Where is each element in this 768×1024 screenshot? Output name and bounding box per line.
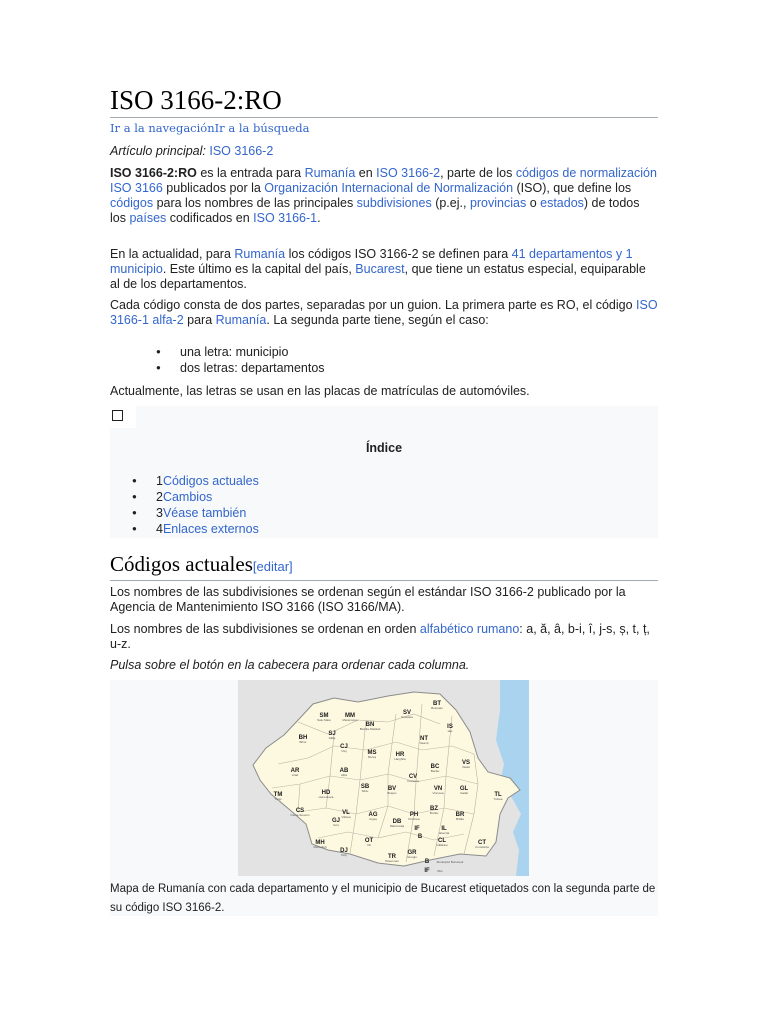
map-label-b: B bbox=[417, 834, 423, 840]
text: (p.ej., bbox=[431, 196, 470, 210]
paragraph-departamentos bbox=[110, 247, 658, 292]
map-label-tm: TM bbox=[273, 792, 283, 798]
map-label-bc: BC bbox=[430, 764, 440, 770]
list-item: ● una letra: municipio bbox=[156, 344, 325, 360]
text: : a, ă, â, b-i, î, j-s, ș, t, ț, u-z. bbox=[110, 622, 650, 651]
text: publicados por la bbox=[162, 181, 265, 195]
map-label-cl: CL bbox=[438, 838, 446, 844]
map-label-sj: SJ bbox=[328, 731, 336, 737]
map-caption: Mapa de Rumanía con cada departamento y el municipio de Bucarest etiquetados con la segunda parte de su código ISO 3166-2. bbox=[110, 883, 656, 914]
map-name-ot: Olt bbox=[367, 843, 371, 847]
intro-paragraph bbox=[110, 166, 658, 226]
link-rumania[interactable]: Rumanía bbox=[215, 313, 267, 327]
map-legend-if-name: Ilfov bbox=[437, 869, 443, 873]
romania-map-image[interactable] bbox=[238, 680, 529, 876]
text: o bbox=[526, 196, 541, 210]
link-bucarest[interactable]: Bucarest bbox=[355, 262, 405, 276]
map-label-cj: CJ bbox=[340, 744, 348, 750]
map-label-hr: HR bbox=[395, 752, 405, 758]
map-name-cs: Caraș-Severin bbox=[290, 813, 310, 817]
list-item: ● dos letras: departamentos bbox=[156, 360, 325, 376]
map-label-if: IF bbox=[414, 826, 420, 832]
code-type-list bbox=[156, 344, 325, 376]
text: , que tiene un estatus especial, equiparable al de los departamentos. bbox=[110, 262, 646, 291]
map-name-ag: Argeș bbox=[369, 817, 377, 821]
text: Los nombres de las subdivisiones se ordenan en orden bbox=[110, 622, 420, 636]
map-name-mm: Maramureș bbox=[342, 718, 358, 722]
map-name-sm: Satu Mare bbox=[317, 718, 331, 722]
map-legend-if: IF bbox=[424, 868, 430, 874]
text: ) de todos los bbox=[110, 196, 640, 225]
text: los códigos ISO 3166-2 se definen para bbox=[285, 247, 512, 261]
map-label-ag: AG bbox=[368, 812, 378, 818]
map-label-vl: VL bbox=[342, 810, 350, 816]
map-label-sm: SM bbox=[319, 713, 329, 719]
link-41-departamentos[interactable]: 41 departamentos y 1 municipio bbox=[110, 247, 633, 276]
link-paises[interactable]: países bbox=[129, 211, 167, 225]
map-name-cl: Călărași bbox=[436, 843, 448, 847]
map-label-ph: PH bbox=[409, 812, 419, 818]
jump-to-navigation-link[interactable]: Ir a la navegación bbox=[110, 121, 215, 135]
map-label-hd: HD bbox=[321, 790, 331, 796]
map-label-dj: DJ bbox=[340, 848, 348, 854]
map-legend-b: B bbox=[424, 859, 430, 865]
link-rumania[interactable]: Rumanía bbox=[234, 247, 286, 261]
edit-section-link[interactable]: [editar] bbox=[252, 559, 293, 574]
map-label-cv: CV bbox=[408, 774, 418, 780]
map-label-mh: MH bbox=[315, 840, 325, 846]
map-name-vs: Vaslui bbox=[462, 765, 470, 769]
toc-link[interactable]: Cambios bbox=[162, 490, 213, 504]
map-name-sv: Suceava bbox=[401, 715, 413, 719]
toc-number: 3 bbox=[156, 506, 163, 520]
map-name-hd: Hunedoara bbox=[318, 795, 334, 799]
map-name-ct: Constanța bbox=[475, 845, 489, 849]
map-legend-b-name: Municipiul București bbox=[436, 860, 464, 864]
text: codificados en bbox=[166, 211, 254, 225]
toc-toggle[interactable] bbox=[110, 406, 136, 428]
map-name-ph: Prahova bbox=[408, 817, 420, 821]
map-label-gj: GJ bbox=[331, 818, 341, 824]
link-provincias[interactable]: provincias bbox=[469, 196, 527, 210]
map-label-mm: MM bbox=[345, 713, 355, 719]
text: en bbox=[355, 166, 377, 180]
map-label-gr: GR bbox=[407, 850, 417, 856]
text: , parte de los bbox=[440, 166, 516, 180]
text: Cada código consta de dos partes, separadas por un guion. La primera parte es RO, el código bbox=[110, 298, 637, 312]
table-of-contents bbox=[110, 406, 658, 538]
map-figure bbox=[110, 680, 658, 916]
map-name-bc: Bacău bbox=[430, 769, 440, 773]
link-iso-3166-1-alfa-2[interactable]: ISO 3166-1 alfa-2 bbox=[110, 298, 658, 327]
map-label-il: IL bbox=[441, 826, 447, 832]
toc-item-codigos-actuales[interactable] bbox=[132, 473, 259, 489]
map-label-nt: NT bbox=[420, 736, 428, 742]
map-label-gl: GL bbox=[459, 786, 469, 792]
toc-number: 2 bbox=[156, 490, 163, 504]
map-name-nt: Neamț bbox=[419, 741, 429, 745]
map-label-bt: BT bbox=[433, 701, 441, 707]
link-codigos[interactable]: códigos bbox=[110, 196, 154, 210]
text: En la actualidad, para bbox=[110, 247, 235, 261]
map-name-cj: Cluj bbox=[341, 749, 347, 753]
map-name-gj: Gorj bbox=[333, 823, 339, 827]
toc-item-enlaces-externos[interactable] bbox=[132, 521, 259, 537]
map-name-ms: Mureș bbox=[367, 755, 377, 759]
jump-links bbox=[110, 121, 310, 135]
toc-item-cambios[interactable] bbox=[132, 489, 259, 505]
paragraph-agencia: Los nombres de las subdivisiones se ordenan según el estándar ISO 3166-2 publicado por la Agencia de Mantenimiento ISO 3166 (ISO 3166/MA). bbox=[110, 585, 626, 614]
text: (ISO), que define los bbox=[513, 181, 632, 195]
map-label-ar: AR bbox=[290, 768, 300, 774]
link-estados[interactable]: estados bbox=[540, 196, 584, 210]
map-label-bn: BN bbox=[365, 722, 375, 728]
sort-hint: Pulsa sobre el botón en la cabecera para ordenar cada columna. bbox=[110, 658, 470, 672]
link-rumania[interactable]: Rumanía bbox=[304, 166, 356, 180]
toc-number: 1 bbox=[156, 474, 163, 488]
map-name-bt: Botoșani bbox=[431, 706, 443, 710]
map-label-ms: MS bbox=[367, 750, 377, 756]
link-iso-3166-2[interactable]: ISO 3166-2 bbox=[376, 166, 441, 180]
toc-list bbox=[132, 473, 259, 537]
map-name-is: Iași bbox=[447, 729, 453, 733]
text: es la entrada para bbox=[196, 166, 305, 180]
toc-number: 4 bbox=[156, 522, 163, 536]
map-name-vn: Vrancea bbox=[432, 791, 444, 795]
map-label-vs: VS bbox=[461, 760, 471, 766]
paragraph-matriculas: Actualmente, las letras se usan en las placas de matrículas de automóviles. bbox=[110, 384, 530, 398]
map-name-gr: Giurgiu bbox=[407, 855, 417, 859]
link-iso-organization[interactable]: Organización Internacional de Normalización bbox=[264, 181, 514, 195]
map-name-ab: Alba bbox=[340, 773, 348, 777]
main-article-link[interactable]: ISO 3166-2 bbox=[209, 144, 274, 158]
map-name-bz: Buzău bbox=[429, 811, 439, 815]
map-label-ot: OT bbox=[364, 838, 374, 844]
map-label-bz: BZ bbox=[430, 806, 438, 812]
map-name-il: Ialomița bbox=[438, 831, 450, 835]
section-title: Códigos actuales bbox=[110, 552, 253, 576]
text: . bbox=[317, 211, 321, 225]
map-name-db: Dâmbovița bbox=[389, 824, 405, 828]
toc-link[interactable]: Códigos actuales bbox=[162, 474, 259, 488]
map-name-sb: Sibiu bbox=[361, 789, 369, 793]
map-name-tl: Tulcea bbox=[493, 797, 503, 801]
link-subdivisiones[interactable]: subdivisiones bbox=[356, 196, 432, 210]
checkbox-icon[interactable] bbox=[112, 410, 123, 421]
map-name-hr: Harghita bbox=[394, 757, 406, 761]
map-name-bv: Brașov bbox=[387, 791, 397, 795]
map-label-bv: BV bbox=[387, 786, 397, 792]
map-label-br: BR bbox=[455, 812, 465, 818]
link-iso-3166-1[interactable]: ISO 3166-1 bbox=[253, 211, 318, 225]
map-name-tm: Timiș bbox=[274, 797, 282, 801]
map-name-dj: Dolj bbox=[341, 853, 347, 857]
text: . Este último es la capital del país, bbox=[162, 262, 356, 276]
map-label-vn: VN bbox=[433, 786, 443, 792]
intro-bold-term: ISO 3166-2:RO bbox=[110, 166, 197, 180]
main-article-prefix: Artículo principal: bbox=[110, 144, 206, 158]
map-name-bh: Bihor bbox=[299, 740, 307, 744]
map-label-tl: TL bbox=[494, 792, 502, 798]
map-name-vl: Vâlcea bbox=[341, 815, 351, 819]
map-name-sj: Sălaj bbox=[328, 736, 336, 740]
map-label-ct: CT bbox=[478, 840, 486, 846]
map-label-bh: BH bbox=[298, 735, 308, 741]
map-label-is: IS bbox=[447, 724, 453, 730]
paragraph-codigo bbox=[110, 298, 658, 328]
paragraph-orden bbox=[110, 622, 658, 652]
map-name-mh: Mehedinți bbox=[313, 845, 327, 849]
map-label-cs: CS bbox=[295, 808, 305, 814]
map-label-ab: AB bbox=[339, 768, 349, 774]
text: para bbox=[183, 313, 216, 327]
toc-item-vease-tambien[interactable] bbox=[132, 505, 259, 521]
map-name-br: Brăila bbox=[456, 817, 464, 821]
map-name-ar: Arad bbox=[291, 773, 299, 777]
map-label-db: DB bbox=[392, 819, 402, 825]
map-label-sv: SV bbox=[402, 710, 412, 716]
page-title: ISO 3166-2:RO bbox=[110, 83, 658, 118]
map-name-gl: Galați bbox=[460, 791, 468, 795]
link-alfabetico-rumano[interactable]: alfabético rumano bbox=[419, 622, 520, 636]
map-name-bn: Bistrița-Năsăud bbox=[359, 727, 381, 731]
map-label-tr: TR bbox=[388, 854, 396, 860]
toc-link[interactable]: Enlaces externos bbox=[162, 522, 259, 536]
main-article-note bbox=[110, 144, 658, 159]
jump-to-search-link[interactable]: Ir a la búsqueda bbox=[214, 121, 310, 135]
text: . La segunda parte tiene, según el caso: bbox=[266, 313, 489, 327]
section-heading-codigos-actuales bbox=[110, 551, 658, 581]
map-label-sb: SB bbox=[360, 784, 370, 790]
link-codigos-normalizacion[interactable]: códigos de normalización ISO 3166 bbox=[110, 166, 657, 195]
map-name-cv: Covasna bbox=[407, 779, 419, 783]
toc-title: Índice bbox=[365, 441, 403, 455]
toc-link[interactable]: Véase también bbox=[162, 506, 247, 520]
text: para los nombres de las principales bbox=[153, 196, 357, 210]
map-name-tr: Teleorman bbox=[384, 859, 400, 863]
